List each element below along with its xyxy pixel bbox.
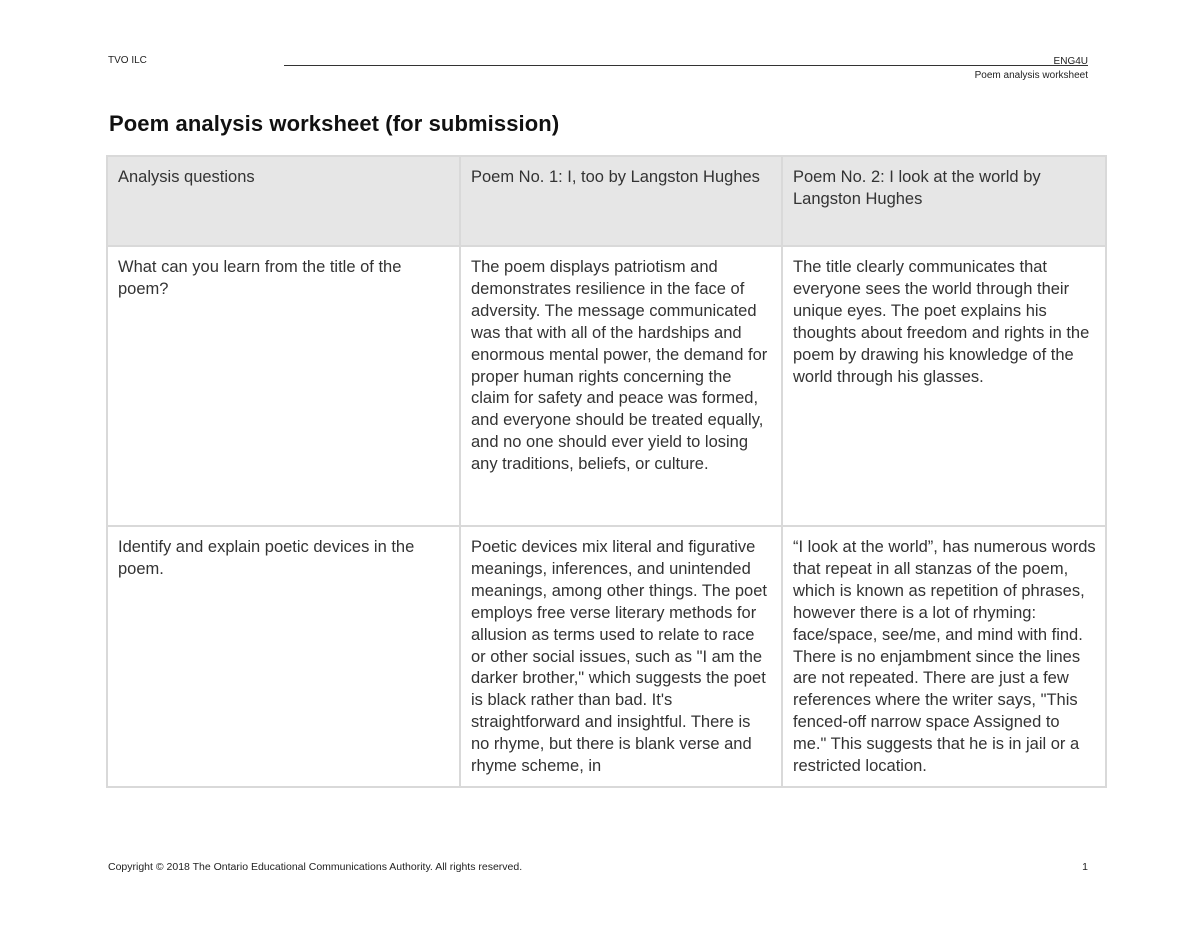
poem-1-answer-cell: The poem displays patriotism and demonstrates resilience in the face of adversity. The message communicated was that with all of the hardships and enormous mental power, the demand for proper human rights concerning the claim for safety and peace was formed, and everyone should be treated equally, and no one should ever yield to losing any traditions, beliefs, or culture. — [460, 246, 782, 526]
column-header-questions: Analysis questions — [107, 156, 460, 246]
poem-2-answer-cell: “I look at the world”, has numerous words that repeat in all stanzas of the poem, which is known as repetition of phrases, however there is a lot of rhyming: face/space, see/me, and mind with find. There is no enjambment since the lines are not repeated. There are just a few references where the writer says, "This fenced-off narrow space Assigned to me." This suggests that he is in jail or a restricted location. — [782, 526, 1106, 787]
header-org: TVO ILC — [108, 55, 147, 66]
table-row — [107, 526, 1106, 787]
column-header-poem-2: Poem No. 2: I look at the world by Langston Hughes — [782, 156, 1106, 246]
header-course-code: ENG4U — [1053, 56, 1088, 67]
header-rule — [284, 65, 1088, 66]
header-subtitle: Poem analysis worksheet — [974, 70, 1088, 81]
question-cell: What can you learn from the title of the poem? — [107, 246, 460, 526]
page-title: Poem analysis worksheet (for submission) — [109, 111, 560, 136]
poem-2-answer-cell: The title clearly communicates that everyone sees the world through their unique eyes. The poet explains his thoughts about freedom and rights in the poem by drawing his knowledge of the world through his glasses. — [782, 246, 1106, 526]
footer-copyright: Copyright © 2018 The Ontario Educational Communications Authority. All rights reserved. — [108, 861, 523, 873]
page-number: 1 — [1082, 861, 1088, 873]
question-cell: Identify and explain poetic devices in the poem. — [107, 526, 460, 787]
table-header-row — [107, 156, 1106, 246]
header-right — [975, 55, 1088, 83]
table-row — [107, 246, 1106, 526]
analysis-table — [106, 155, 1107, 788]
poem-1-answer-cell: Poetic devices mix literal and figurative meanings, inferences, and unintended meanings, among other things. The poet employs free verse literary methods for allusion as terms used to relate to race or other social issues, such as "I am the darker brother," which suggests the poet is black rather than bad. It's straightforward and insightful. There is no rhyme, but there is blank verse and rhyme scheme, in — [460, 526, 782, 787]
column-header-poem-1: Poem No. 1: I, too by Langston Hughes — [460, 156, 782, 246]
